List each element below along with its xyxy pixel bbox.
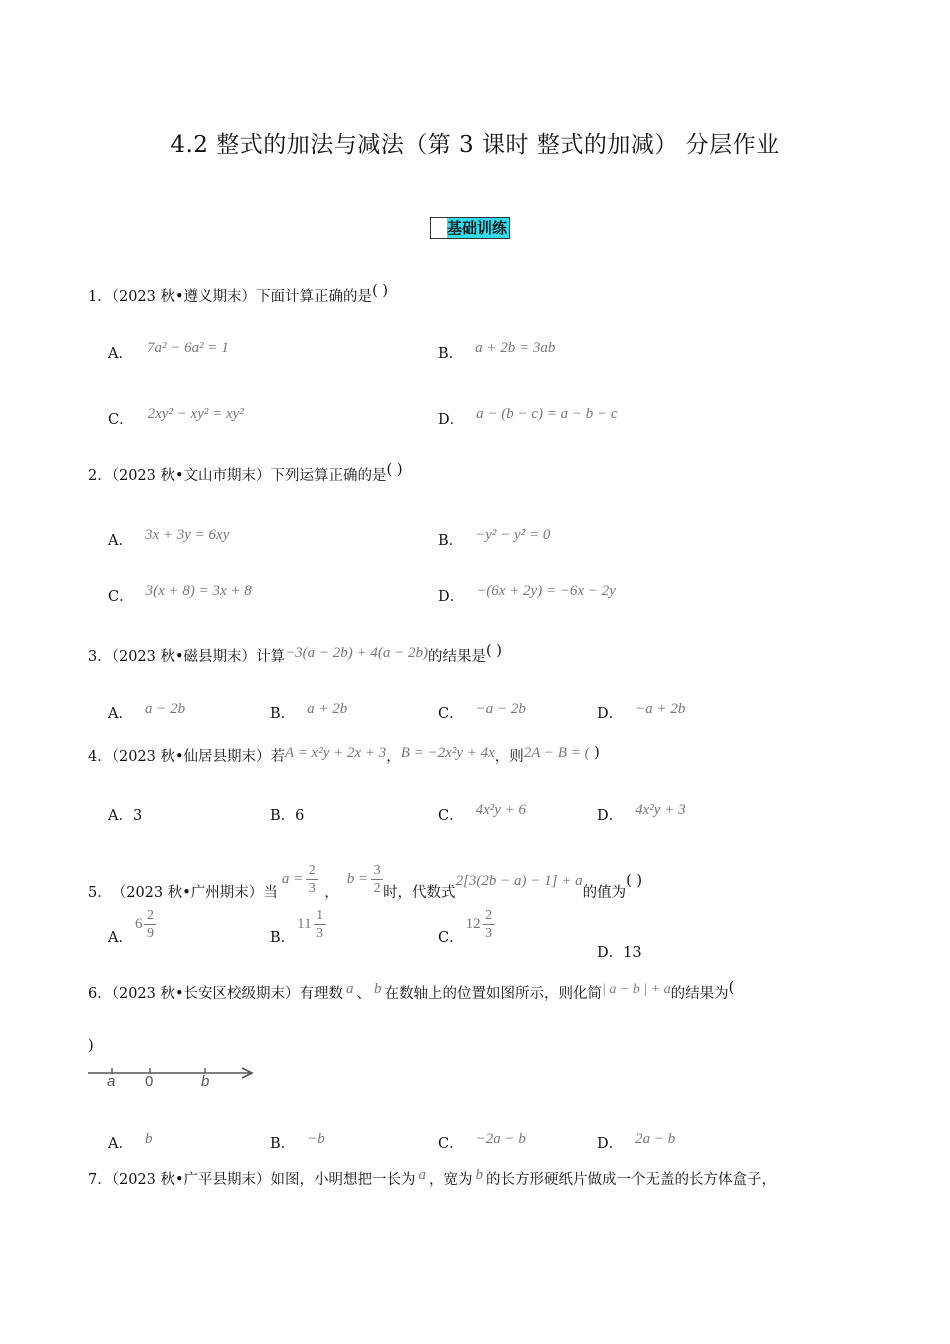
question-text: 下列运算正确的是	[270, 468, 387, 484]
question-2	[88, 464, 402, 485]
q5-option-c: C． 12 $\frac{2}{3}$	[438, 914, 495, 947]
answer-paren: ( )	[372, 283, 388, 299]
question-text: 下面计算正确的是	[256, 289, 373, 305]
q3-option-d: D． −a + 2b	[597, 701, 686, 722]
q2-option-a: A． 3x + 3y = 6xy	[108, 527, 230, 549]
q2-option-b: B． −y² − y² = 0	[438, 527, 551, 549]
q2-option-d: D． −(6x + 2y) = −6x − 2y	[438, 583, 616, 605]
question-number: 1．	[88, 289, 112, 305]
q5-option-a: A． 6 $\frac{2}{9}$	[108, 914, 156, 947]
q6-option-a: A． b	[108, 1131, 153, 1152]
q5-option-d: D．13	[597, 945, 642, 961]
expression-a: A = x²y + 2x + 3	[285, 745, 387, 761]
answer-paren-close: )	[88, 1038, 94, 1054]
question-4: 4．（2023 秋•仙居县期末）若A = x²y + 2x + 3，B = −2x²y + 4x，则2A − B = ( )	[88, 745, 600, 765]
answer-paren: ( )	[626, 873, 643, 889]
q1-option-a: A． 7a² − 6a² = 1	[108, 340, 229, 362]
expression: −3(a − 2b) + 4(a − 2b)	[285, 645, 429, 661]
q3-option-a: A． a − 2b	[108, 701, 186, 722]
expression-b: B = −2x²y + 4x	[400, 745, 495, 761]
question-5: 5． （2023 秋•广州期末） 当 a = $\frac{2}{3}$ ， b = $\frac{3}{2}$ 时，代数式 2[3(2b − a) − 1] + a 的值为 ( )	[88, 862, 643, 901]
q1-option-b: B． a + 2b = 3ab	[438, 340, 556, 362]
q4-option-b: B．6	[270, 808, 305, 824]
q4-option-c: C． 4x²y + 6	[438, 802, 527, 824]
expression: | a − b | + a	[602, 982, 671, 997]
answer-paren: ( )	[386, 462, 403, 478]
expression-c: 2A − B = (	[523, 745, 590, 761]
q4-option-d: D． 4x²y + 3	[597, 802, 686, 824]
question-source: （2023 秋•遵义期末）	[111, 289, 257, 305]
q6-option-b: B． −b	[270, 1131, 325, 1152]
expression: 2[3(2b − a) − 1] + a	[455, 872, 583, 889]
q3-option-b: B． a + 2b	[270, 701, 348, 722]
question-1	[88, 285, 388, 306]
q1-option-c: C． 2xy² − xy² = xy²	[108, 406, 244, 428]
section-label: 基础训练	[430, 217, 510, 239]
answer-paren: )	[589, 745, 600, 761]
question-number: 2．	[88, 468, 112, 484]
question-6: 6．（2023 秋•长安区校级期末）有理数 a 、 b 在数轴上的位置如图所示，则化简| a − b | + a的结果为(	[88, 980, 735, 1002]
number-line-label-a: a	[107, 1073, 116, 1090]
question-7: 7．（2023 秋•广平县期末）如图，小明想把一长为 a ，宽为 b 的长方形硬纸片做成一个无盖的长方体盒子，	[88, 1167, 777, 1188]
fraction-b: $\frac{3}{2}$	[371, 863, 383, 896]
q4-option-a: A．3	[108, 808, 143, 824]
question-source: （2023 秋•文山市期末）	[111, 468, 271, 484]
q6-option-d: D． 2a − b	[597, 1131, 676, 1152]
fraction-a: $\frac{2}{3}$	[306, 863, 318, 896]
q6-option-c: C． −2a − b	[438, 1131, 526, 1152]
answer-paren: ( )	[486, 643, 502, 659]
number-line-label-b: b	[201, 1073, 210, 1090]
q2-option-c: C． 3(x + 8) = 3x + 8	[108, 583, 252, 605]
q1-option-d: D． a − (b − c) = a − b − c	[438, 406, 618, 428]
number-line-label-zero: 0	[145, 1073, 154, 1090]
q5-option-b: B． 11 $\frac{1}{3}$	[270, 914, 326, 947]
answer-paren-open: (	[728, 980, 735, 996]
q3-option-c: C． −a − 2b	[438, 701, 526, 722]
question-3: 3．（2023 秋•磁县期末）计算−3(a − 2b) + 4(a − 2b)的结果是( )	[88, 643, 502, 665]
page-title: 4.2 整式的加法与减法（第 3 课时 整式的加减） 分层作业	[170, 132, 780, 158]
